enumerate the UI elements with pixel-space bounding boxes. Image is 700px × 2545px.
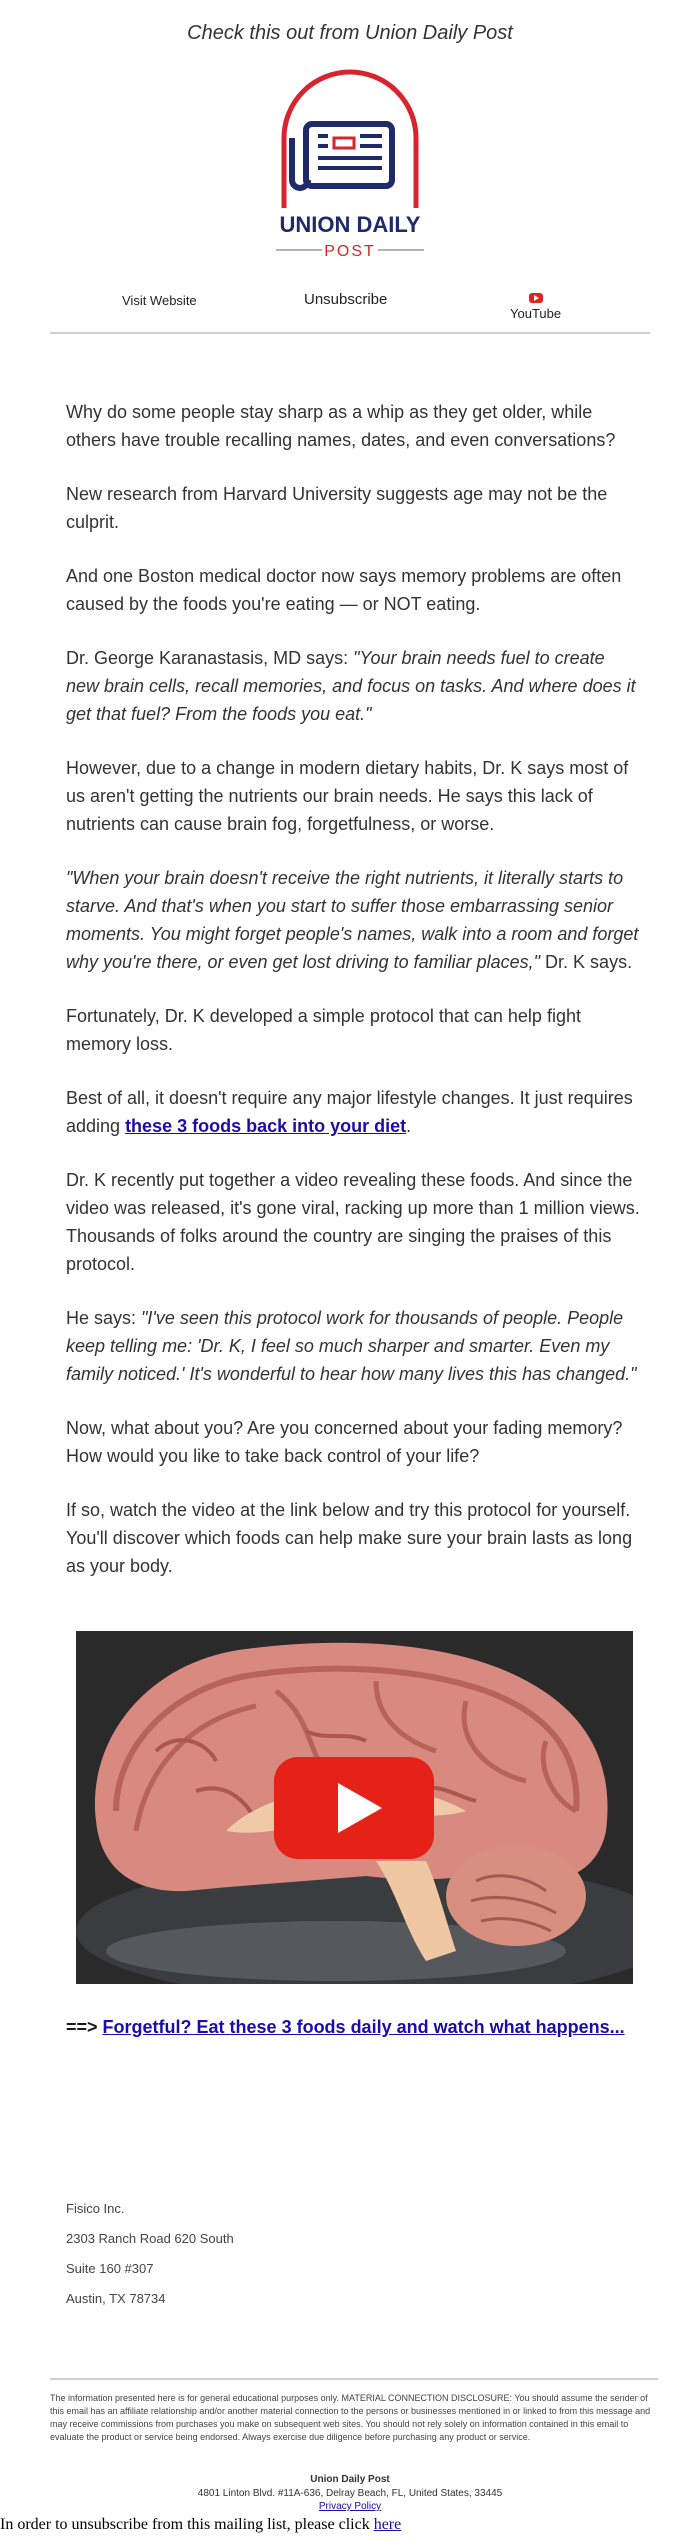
- paragraph-7: Fortunately, Dr. K developed a simple protocol that can help fight memory loss.: [66, 1006, 581, 1054]
- sender-address: [66, 2200, 234, 2320]
- unsubscribe-text: In order to unsubscribe from this mailing list, please click: [0, 2516, 374, 2533]
- paragraph-2: New research from Harvard University suggests age may not be the culprit.: [66, 484, 608, 532]
- address-line-1: 2303 Ranch Road 620 South: [66, 2231, 234, 2246]
- play-button-icon: [274, 1757, 434, 1859]
- paragraph-12: If so, watch the video at the link below and try this protocol for yourself. You'll discover which foods can help make sure your brain lasts as long as your body.: [66, 1500, 633, 1576]
- cta-line: [66, 2017, 666, 2038]
- unsubscribe-link[interactable]: Unsubscribe: [304, 291, 388, 308]
- svg-text:POST: POST: [324, 243, 376, 260]
- email-header-title: Check this out from Union Daily Post: [187, 22, 513, 44]
- paragraph-4: Dr. George Karanastasis, MD says: "Your brain needs fuel to create new brain cells, recall memories, and focus on tasks. And where does it get that fuel? From the foods you eat.": [66, 648, 636, 724]
- visit-website-link[interactable]: Visit Website: [122, 293, 197, 308]
- paragraph-6: "When your brain doesn't receive the right nutrients, it literally starts to starve. And that's when you start to suffer those embarrassing senior moments. You might forget people's names, walk into a room and forget why you're there, or even get lost driving to familiar places," Dr. K says.: [66, 868, 639, 972]
- paragraph-10: He says: "I've seen this protocol work for thousands of people. People keep telling me: 'Dr. K, I feel so much sharper and smarter. Even my family noticed.' It's wonderful to hear how many lives this has changed.": [66, 1308, 637, 1384]
- cta-link[interactable]: Forgetful? Eat these 3 foods daily and watch what happens...: [102, 2017, 625, 2037]
- company-name: Fisico Inc.: [66, 2201, 125, 2216]
- footer-address: 4801 Linton Blvd. #11A-636, Delray Beach, FL, United States, 33445: [197, 2488, 503, 2499]
- newspaper-icon: [306, 124, 392, 186]
- paragraph-11: Now, what about you? Are you concerned about your fading memory? How would you like to take back control of your life?: [66, 1418, 623, 1466]
- three-foods-link[interactable]: these 3 foods back into your diet: [125, 1116, 407, 1136]
- paragraph-9: Dr. K recently put together a video revealing these foods. And since the video was released, it's gone viral, racking up more than 1 million views. Thousands of folks around the country are singing the praises of this protocol.: [66, 1170, 640, 1274]
- footer-brand: Union Daily Post: [310, 2474, 390, 2485]
- doctor-quote-1: "Your brain needs fuel to create new brain cells, recall memories, and focus on tasks. And where does it get that fuel? From the foods you eat.": [66, 648, 636, 724]
- svg-text:UNION DAILY: UNION DAILY: [279, 212, 421, 237]
- top-nav: [50, 275, 650, 321]
- doctor-quote-2: "When your brain doesn't receive the right nutrients, it literally starts to starve. And that's when you start to suffer those embarrassing senior moments. You might forget people's names, walk into a room and forget why you're there, or even get lost driving to familiar places,": [66, 868, 639, 972]
- youtube-link[interactable]: [510, 293, 561, 321]
- paragraph-1: Why do some people stay sharp as a whip as they get older, while others have trouble recalling names, dates, and even conversations?: [66, 402, 616, 450]
- bottom-unsubscribe: [0, 2516, 401, 2534]
- paragraph-3: And one Boston medical doctor now says memory problems are often caused by the foods you're eating — or NOT eating.: [66, 566, 622, 614]
- video-thumbnail[interactable]: [76, 1631, 633, 1984]
- union-daily-post-logo[interactable]: [262, 68, 438, 268]
- header-divider: [50, 332, 650, 334]
- cerebellum: [446, 1846, 586, 1946]
- disclosure-text: The information presented here is for general educational purposes only. MATERIAL CONNECTION DISCLOSURE: You should assume the sender of this email has an affiliate relationship and/or another material connection to the persons or businesses mentioned in or linked to from this message and may receive commissions from purchases you make on subsequent web sites. You should not rely solely on information contained in this email to evaluate the product or service being endorsed. Always exercise due diligence before purchasing any product or service.: [50, 2393, 651, 2442]
- footer-divider: [50, 2378, 658, 2380]
- youtube-label: YouTube: [510, 306, 562, 321]
- paragraph-5: However, due to a change in modern dietary habits, Dr. K says most of us aren't getting the nutrients our brain needs. He says this lack of nutrients can cause brain fog, forgetfulness, or worse.: [66, 758, 629, 834]
- address-line-2: Suite 160 #307: [66, 2261, 154, 2276]
- youtube-icon: [529, 293, 543, 303]
- address-line-3: Austin, TX 78734: [66, 2291, 166, 2306]
- doctor-quote-3: "I've seen this protocol work for thousands of people. People keep telling me: 'Dr. K, I feel so much sharper and smarter. Even my family noticed.' It's wonderful to hear how many lives this has changed.": [66, 1308, 637, 1384]
- article-body: [66, 398, 641, 1606]
- unsubscribe-here-link[interactable]: here: [373, 2516, 402, 2533]
- privacy-policy-link[interactable]: Privacy Policy: [318, 2501, 382, 2512]
- cta-arrow: ==>: [66, 2017, 103, 2037]
- paragraph-8: Best of all, it doesn't require any major lifestyle changes. It just requires adding these 3 foods back into your diet.: [66, 1088, 633, 1136]
